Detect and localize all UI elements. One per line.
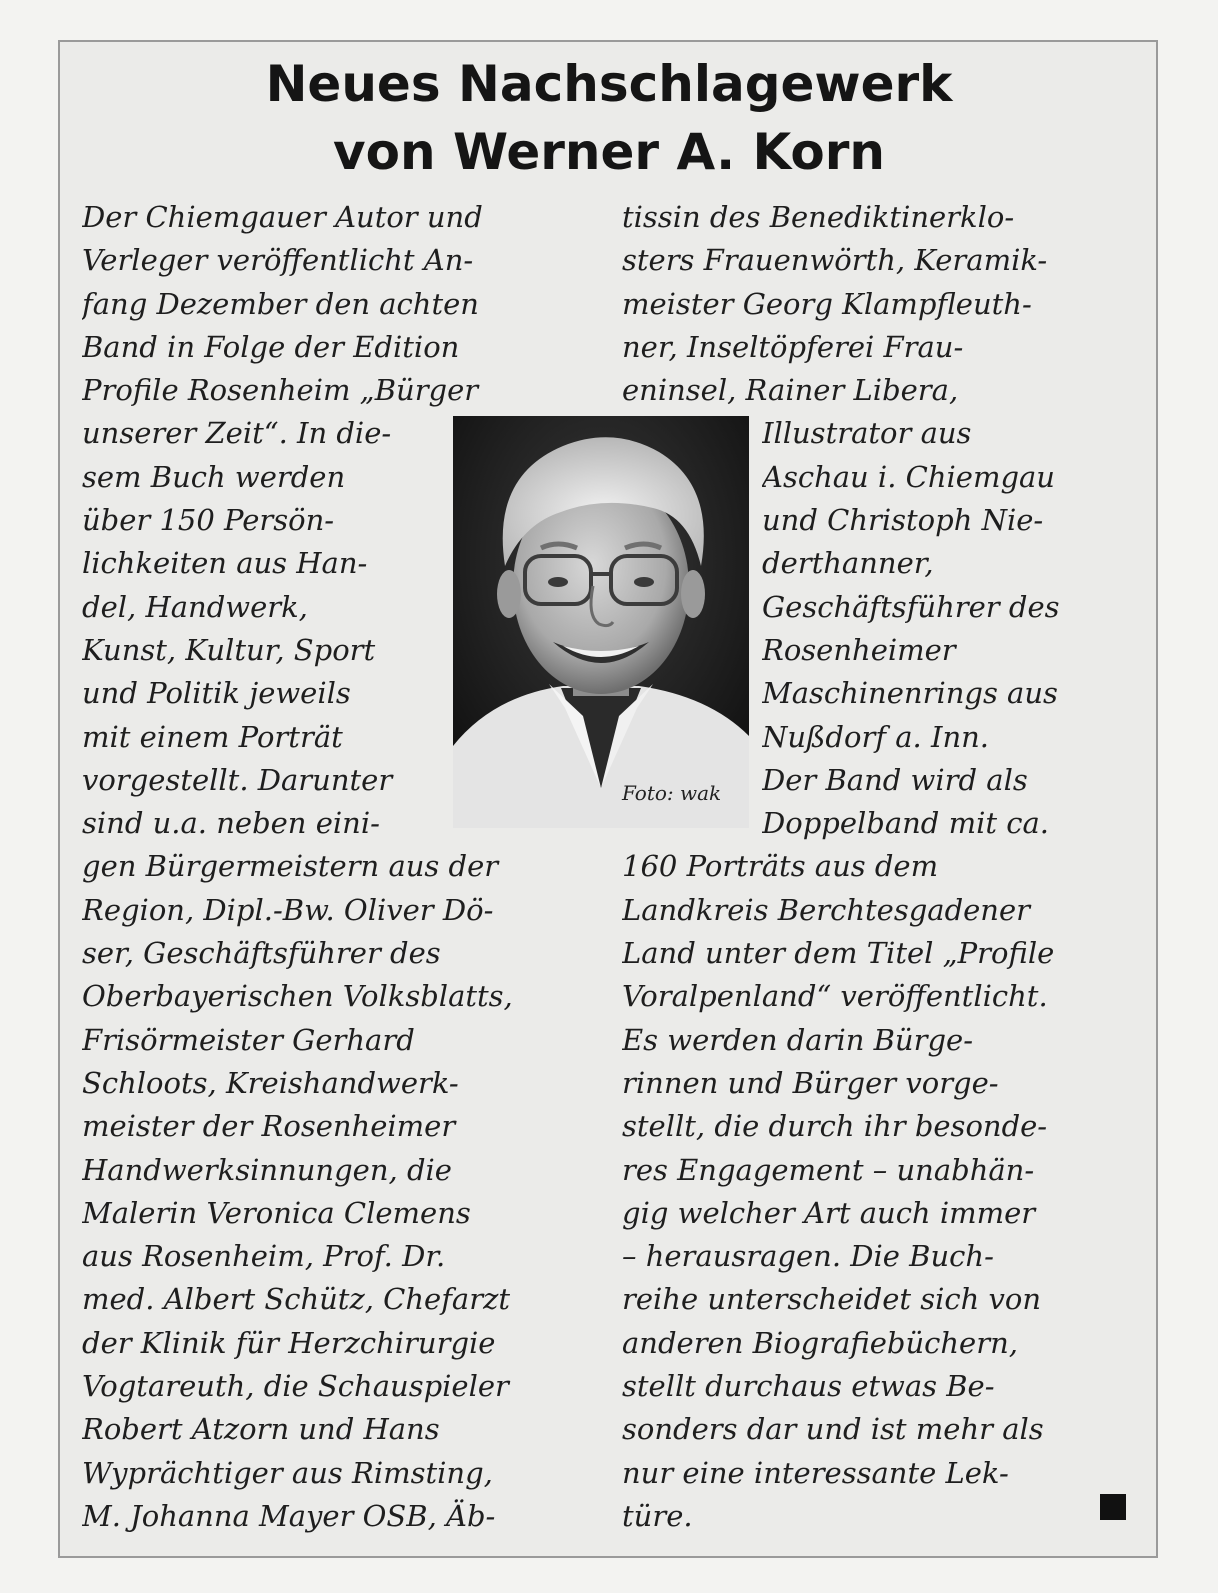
text-line: sonders dar und ist mehr als bbox=[622, 1412, 1044, 1447]
text-line: Vogtareuth, die Schauspieler bbox=[82, 1369, 509, 1404]
text-line: sind u.a. neben eini- bbox=[82, 806, 380, 841]
text-line: Region, Dipl.-Bw. Oliver Dö- bbox=[82, 892, 494, 927]
text-line: und Politik jeweils bbox=[82, 676, 351, 711]
text-line: tissin des Benediktinerklo- bbox=[622, 200, 1015, 234]
article-column-right bbox=[622, 196, 1127, 1538]
text-line: Der Chiemgauer Autor und bbox=[82, 200, 483, 234]
headline-line-2: von Werner A. Korn bbox=[333, 123, 885, 181]
text-line: der Klinik für Herzchirurgie bbox=[82, 1325, 496, 1360]
text-line: del, Handwerk, bbox=[82, 589, 308, 624]
text-line: Der Band wird als bbox=[762, 762, 1028, 797]
text-line: Nußdorf a. Inn. bbox=[762, 719, 990, 754]
text-line: Landkreis Berchtesgadener bbox=[622, 892, 1030, 927]
portrait-illustration bbox=[453, 416, 749, 828]
text-line: stellt durchaus etwas Be- bbox=[622, 1369, 995, 1404]
text-line: aus Rosenheim, Prof. Dr. bbox=[82, 1239, 446, 1274]
text-line: Verleger veröffentlicht An- bbox=[82, 243, 474, 278]
headline-line-1: Neues Nachschlagewerk bbox=[265, 55, 953, 113]
text-line: Illustrator aus bbox=[762, 416, 972, 451]
text-line: Wyprächtiger aus Rimsting, bbox=[82, 1455, 493, 1490]
article-column-left bbox=[82, 196, 592, 1538]
text-line: Doppelband mit ca. bbox=[762, 806, 1049, 841]
text-line: türe. bbox=[622, 1498, 693, 1533]
text-line: gig welcher Art auch immer bbox=[622, 1195, 1036, 1230]
text-line: – herausragen. Die Buch- bbox=[622, 1239, 994, 1274]
text-line: 160 Porträts aus dem bbox=[622, 849, 939, 884]
article-headline bbox=[0, 50, 1218, 186]
text-line: med. Albert Schütz, Chefarzt bbox=[82, 1282, 511, 1317]
text-line: Profile Rosenheim „Bürger bbox=[82, 373, 479, 408]
text-line: Voralpenland“ veröffentlicht. bbox=[622, 979, 1048, 1014]
text-line: stellt, die durch ihr besonde- bbox=[622, 1109, 1048, 1144]
text-line: lichkeiten aus Han- bbox=[82, 546, 368, 581]
text-line: Rosenheimer bbox=[762, 632, 956, 667]
text-line: Handwerksinnungen, die bbox=[82, 1152, 452, 1187]
text-line: und Christoph Nie- bbox=[762, 503, 1044, 538]
text-line: Land unter dem Titel „Profile bbox=[622, 936, 1055, 971]
text-line: Kunst, Kultur, Sport bbox=[82, 632, 376, 667]
text-line: sters Frauenwörth, Keramik- bbox=[622, 243, 1048, 278]
text-line: gen Bürgermeistern aus der bbox=[82, 849, 499, 884]
text-line: eninsel, Rainer Libera, bbox=[622, 373, 959, 408]
text-line: meister der Rosenheimer bbox=[82, 1109, 456, 1144]
text-line: fang Dezember den achten bbox=[82, 286, 479, 321]
text-line: Frisörmeister Gerhard bbox=[82, 1022, 415, 1057]
text-line: über 150 Persön- bbox=[82, 503, 335, 538]
text-line: ser, Geschäftsführer des bbox=[82, 936, 441, 971]
text-line: meister Georg Klampfleuth- bbox=[622, 286, 1032, 321]
text-line: vorgestellt. Darunter bbox=[82, 762, 393, 797]
text-line: Geschäftsführer des bbox=[762, 589, 1060, 624]
text-line: Schloots, Kreishandwerk- bbox=[82, 1065, 459, 1100]
text-line: Aschau i. Chiemgau bbox=[762, 459, 1055, 494]
text-line: mit einem Porträt bbox=[82, 719, 343, 754]
text-line: M. Johanna Mayer OSB, Äb- bbox=[82, 1498, 496, 1533]
text-line: Band in Folge der Edition bbox=[82, 329, 460, 364]
text-line: unserer Zeit“. In die- bbox=[82, 416, 392, 451]
text-line: Maschinenrings aus bbox=[762, 676, 1058, 711]
text-line: sem Buch werden bbox=[82, 459, 346, 494]
text-line: res Engagement – unabhän- bbox=[622, 1152, 1035, 1187]
text-line: nur eine interessante Lek- bbox=[622, 1455, 1009, 1490]
photo-credit: Foto: wak bbox=[622, 781, 722, 805]
end-of-article-square-icon bbox=[1100, 1494, 1126, 1520]
text-line: Malerin Veronica Clemens bbox=[82, 1195, 471, 1230]
text-line: Robert Atzorn und Hans bbox=[82, 1412, 440, 1447]
portrait-photo bbox=[453, 416, 749, 828]
text-line: ner, Inseltöpferei Frau- bbox=[622, 329, 964, 364]
text-line: rinnen und Bürger vorge- bbox=[622, 1065, 999, 1100]
text-line: anderen Biografiebüchern, bbox=[622, 1325, 1018, 1360]
text-line: Oberbayerischen Volksblatts, bbox=[82, 979, 513, 1014]
text-line: Es werden darin Bürge- bbox=[622, 1022, 974, 1057]
text-line: reihe unterscheidet sich von bbox=[622, 1282, 1042, 1317]
text-line: derthanner, bbox=[762, 546, 934, 581]
